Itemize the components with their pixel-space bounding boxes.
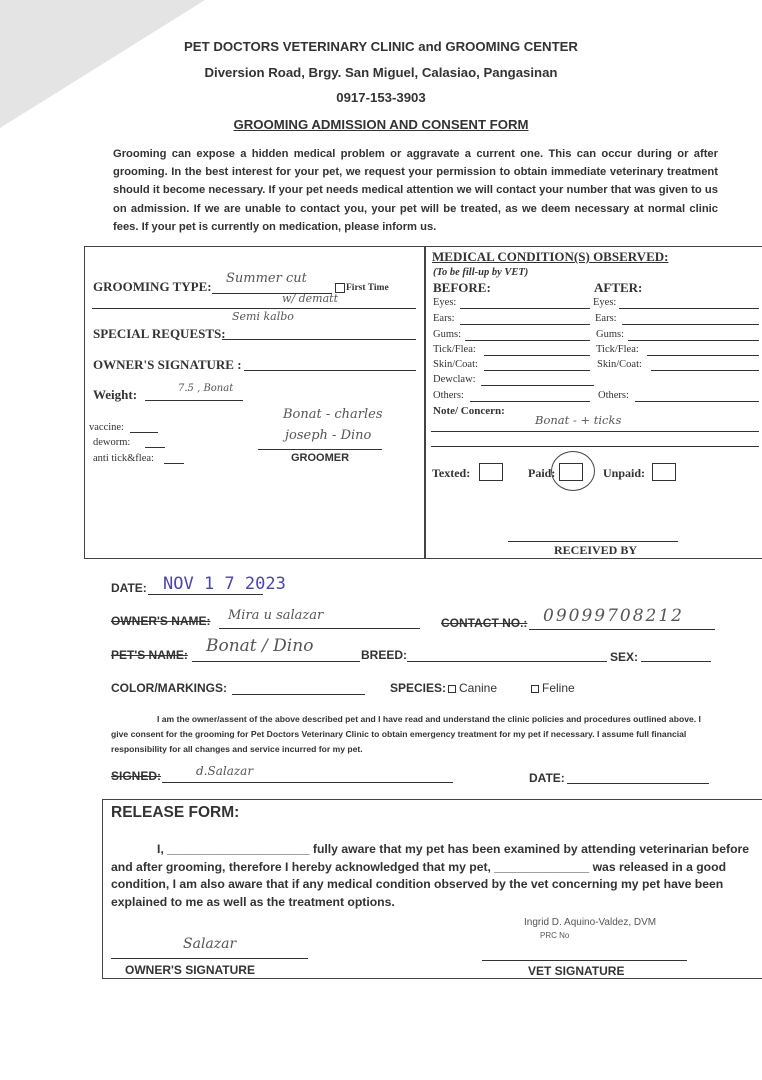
before-others-label: Others:	[433, 390, 464, 401]
paid-label: Paid:	[528, 466, 556, 480]
anti-tick-label: anti tick&flea:	[93, 453, 154, 464]
color-label: COLOR/MARKINGS:	[111, 681, 227, 695]
vet-prc-stamp: PRC No	[540, 931, 570, 940]
after-tickflea-label: Tick/Flea:	[596, 344, 639, 355]
clinic-name: PET DOCTORS VETERINARY CLINIC and GROOMING CENTER	[184, 39, 578, 54]
release-owner-signature-value: Salazar	[183, 936, 237, 952]
first-time-label: First Time	[346, 283, 389, 293]
vaccine-label: vaccine:	[89, 422, 124, 433]
groomer-value-1: Bonat - charles	[283, 407, 383, 422]
note-line-1	[431, 431, 759, 432]
weight-value: 7.5 , Bonat	[178, 383, 234, 394]
note-value: Bonat - + ticks	[535, 413, 622, 427]
canine-checkbox[interactable]	[448, 685, 456, 693]
before-gums-line	[465, 340, 590, 341]
contact-label: CONTACT NO.:	[441, 616, 528, 630]
received-by-label: RECEIVED BY	[554, 543, 638, 557]
vet-signature-line	[482, 960, 687, 961]
before-dewclaw-label: Dewclaw:	[433, 374, 476, 385]
after-eyes-line	[619, 308, 759, 309]
before-skincoat-line	[484, 370, 590, 371]
before-gums-label: Gums:	[433, 329, 462, 340]
pet-name-line	[192, 661, 360, 662]
signed-label: SIGNED:	[111, 769, 162, 783]
vet-name-stamp: Ingrid D. Aquino-Valdez, DVM	[524, 917, 657, 928]
breed-label: BREED:	[361, 648, 408, 662]
release-owner-signature-label: OWNER'S SIGNATURE	[125, 963, 255, 977]
medical-title: MEDICAL CONDITION(S) OBSERVED:	[432, 249, 669, 264]
anti-tick-line	[164, 463, 184, 464]
after-ears-line	[622, 324, 759, 325]
contact-value: 09099708212	[543, 606, 684, 626]
after-label: AFTER:	[594, 280, 643, 295]
color-line	[232, 694, 365, 695]
after-others-line	[635, 401, 759, 402]
groomer-line	[258, 449, 382, 450]
unpaid-label: Unpaid:	[603, 466, 646, 480]
before-others-line	[470, 401, 590, 402]
note-label: Note/ Concern:	[433, 405, 505, 417]
release-paragraph: I, _____________________ fully aware that my pet has been examined by attending veterinarian before and after grooming, therefore I hereby acknowledged that my pet, ______________ was released in a good condition, I am also aware that if any medical condition observed by the vet concerning my pet have been explained to me as well as the treatment options.	[111, 842, 750, 909]
texted-checkbox[interactable]	[479, 463, 503, 481]
breed-line	[407, 661, 607, 662]
signed-date-line	[567, 783, 709, 784]
before-eyes-label: Eyes:	[433, 297, 457, 308]
paid-circle-mark	[551, 451, 595, 491]
consent-paragraph: I am the owner/assent of the above described pet and I have read and understand the clinic policies and procedures outlined above. I give consent for the grooming for Pet Doctors Veterinary Clinic to obtain emergency treatment for my pet if necessary. I assume full financial responsibility for all changes and service incurred for my pet.	[111, 714, 701, 754]
after-gums-line	[628, 340, 759, 341]
note-line-2	[431, 446, 759, 447]
grooming-type-value: Summer cut	[226, 271, 307, 286]
sex-label: SEX:	[610, 650, 639, 664]
received-by-line	[508, 541, 678, 542]
weight-line	[145, 400, 243, 401]
after-others-label: Others:	[598, 390, 629, 401]
date-line	[148, 594, 263, 595]
before-label: BEFORE:	[433, 280, 491, 295]
before-ears-line	[460, 324, 590, 325]
unpaid-checkbox[interactable]	[652, 463, 676, 481]
after-skincoat-line	[651, 370, 759, 371]
clinic-phone: 0917-153-3903	[336, 90, 426, 105]
deworm-line	[145, 447, 165, 448]
owner-name-label: OWNER'S NAME:	[111, 614, 211, 628]
release-owner-signature-line	[111, 958, 308, 959]
sex-line	[641, 661, 711, 662]
owner-signature-line	[244, 370, 416, 371]
grooming-type-value-2: w/ dematt	[282, 292, 338, 305]
signed-date-label: DATE:	[529, 771, 565, 785]
contact-line	[529, 629, 715, 630]
feline-label: Feline	[542, 681, 575, 695]
before-skincoat-label: Skin/Coat:	[433, 359, 478, 370]
date-value: NOV 1 7 2023	[163, 574, 286, 594]
before-eyes-line	[460, 308, 590, 309]
owner-name-value: Mira u salazar	[228, 608, 324, 623]
special-requests-label: SPECIAL REQUESTS:	[93, 326, 226, 341]
release-title: RELEASE FORM:	[111, 804, 240, 821]
signed-value: d.Salazar	[196, 764, 254, 778]
clinic-address: Diversion Road, Brgy. San Miguel, Calasiao, Pangasinan	[204, 65, 558, 80]
before-dewclaw-line	[481, 385, 594, 386]
intro-paragraph: Grooming can expose a hidden medical problem or aggravate a current one. This can occur during or after grooming. In the best interest for your pet, we request your permission to obtain immediate veterinary treatment should it become necessary. If your pet needs medical attention we will contact your number that was given to us on admission. If we are unable to contact you, your pet will be treated, as we deem necessary at normal clinic fees. If your pet is currently on medication, please inform us.	[113, 148, 718, 233]
special-requests-value: Semi kalbo	[232, 310, 294, 323]
weight-label: Weight:	[93, 387, 138, 402]
species-label: SPECIES:	[390, 681, 447, 695]
deworm-label: deworm:	[93, 437, 131, 448]
grooming-type-label: GROOMING TYPE:	[93, 279, 212, 294]
owner-name-line	[219, 628, 420, 629]
form-title: GROOMING ADMISSION AND CONSENT FORM	[233, 117, 529, 132]
after-eyes-label: Eyes:	[593, 297, 617, 308]
pet-name-label: PET'S NAME:	[111, 648, 188, 662]
vet-signature-label: VET SIGNATURE	[528, 964, 625, 978]
after-gums-label: Gums:	[596, 329, 625, 340]
before-tickflea-line	[484, 355, 590, 356]
special-requests-line	[222, 339, 416, 340]
after-ears-label: Ears:	[595, 313, 617, 324]
pet-name-value: Bonat / Dino	[206, 636, 314, 656]
canine-label: Canine	[459, 681, 498, 695]
before-ears-label: Ears:	[433, 313, 455, 324]
after-tickflea-line	[647, 355, 759, 356]
groomer-value-2: joseph - Dino	[285, 428, 372, 443]
after-skincoat-label: Skin/Coat:	[597, 359, 642, 370]
before-tickflea-label: Tick/Flea:	[433, 344, 476, 355]
owner-signature-label: OWNER'S SIGNATURE :	[93, 357, 242, 372]
folded-corner-shadow	[0, 0, 205, 128]
vaccine-line	[130, 432, 158, 433]
grooming-type-line-2	[92, 308, 416, 309]
groomer-label: GROOMER	[291, 452, 350, 464]
date-label: DATE:	[111, 581, 147, 595]
signed-line	[162, 782, 453, 783]
feline-checkbox[interactable]	[531, 685, 539, 693]
medical-subtitle: (To be fill-up by VET)	[433, 267, 529, 278]
texted-label: Texted:	[432, 466, 471, 480]
